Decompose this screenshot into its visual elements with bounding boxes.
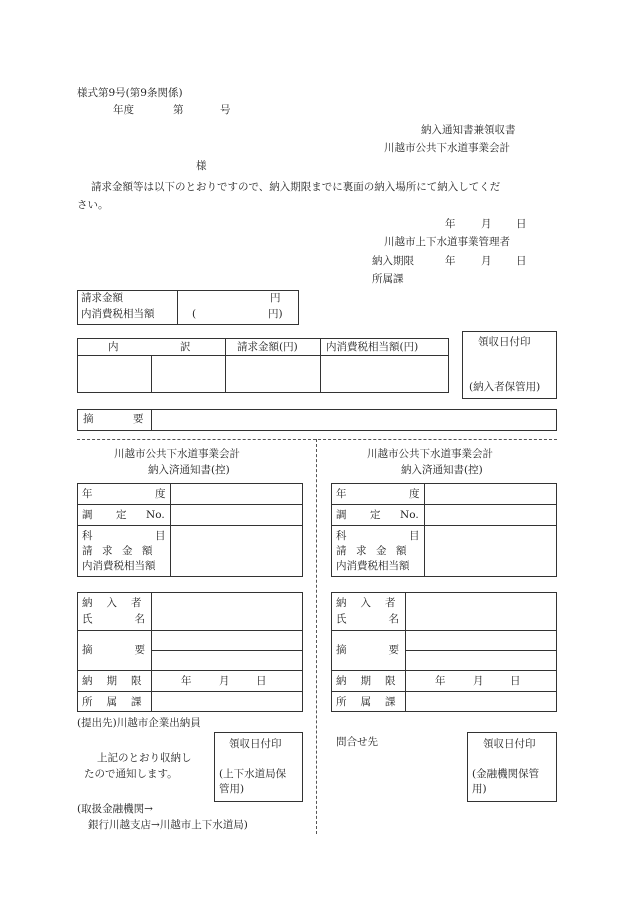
right-shozoku: 所属課 — [336, 696, 410, 708]
left-stub-title2: 納入済通知書(控) — [148, 464, 230, 476]
stamp-note-bureau-1: (上下水道局保 — [219, 768, 287, 780]
left-cho: 調 — [82, 509, 93, 521]
left-nen: 年 — [82, 488, 93, 500]
tear-line-vertical — [316, 439, 317, 834]
stamp-note-bank-1: (金融機関保管 — [472, 768, 540, 780]
notice-text-line2: さい。 — [77, 199, 109, 211]
right-stub-title2: 納入済通知書(控) — [401, 464, 483, 476]
stamp-title-payer: 領収日付印 — [478, 336, 531, 348]
fiscal-year-label: 年度 — [113, 104, 134, 116]
left-no: No. — [146, 509, 165, 521]
left-tei: 定 — [116, 509, 127, 521]
summary-row — [77, 409, 557, 431]
left-billed: 請求金額 — [82, 545, 162, 557]
right-contact: 問合せ先 — [336, 736, 378, 748]
left-tax: 内消費税相当額 — [82, 560, 156, 572]
due-date-day: 日 — [516, 255, 527, 267]
right-tekiyo: 摘要 — [336, 644, 441, 656]
right-cho: 調 — [336, 509, 347, 521]
left-receipt-msg1: 上記のとおり収納し — [97, 752, 192, 764]
tear-line-horizontal — [77, 439, 557, 440]
manager-title: 川越市上下水道事業管理者 — [384, 236, 510, 248]
left-kigen: 納期限 — [82, 675, 156, 687]
left-do: 度 — [155, 488, 166, 500]
document-title: 納入通知書兼領収書 — [421, 124, 516, 136]
left-stub-title1: 川越市公共下水道事業会計 — [114, 448, 240, 460]
left-submit-to: (提出先)川越市企業出納員 — [77, 717, 201, 729]
right-stub-title1: 川越市公共下水道事業会計 — [367, 448, 493, 460]
stamp-title-bank: 領収日付印 — [483, 738, 536, 750]
left-shimei: 氏名 — [82, 613, 187, 625]
breakdown-header-wake: 訳 — [180, 341, 191, 353]
due-date-month: 月 — [481, 255, 492, 267]
due-date-year: 年 — [445, 255, 456, 267]
issue-date-day: 日 — [516, 218, 527, 230]
right-kigen: 納期限 — [336, 675, 410, 687]
breakdown-header-uchi: 内 — [108, 341, 119, 353]
left-tekiyo: 摘要 — [82, 644, 187, 656]
notice-text-line1: 請求金額等は以下のとおりですので、納入期限までに裏面の納入場所にて納入してくだ — [91, 181, 501, 193]
tax-amount-open-paren: ( — [192, 308, 197, 320]
form-number: 様式第9号(第9条関係) — [77, 87, 183, 99]
tax-amount-label: 内消費税相当額 — [81, 308, 155, 320]
stamp-note-bureau-2: 管用) — [219, 783, 245, 795]
right-shimei: 氏名 — [336, 613, 441, 625]
summary-label-2: 要 — [133, 413, 144, 425]
billed-amount-unit: 円 — [270, 292, 281, 304]
left-moku: 目 — [155, 530, 166, 542]
left-receipt-msg2: たので通知します。 — [84, 768, 178, 780]
right-kigen-year: 年 — [435, 675, 446, 687]
left-kigen-month: 月 — [219, 675, 230, 687]
right-do: 度 — [409, 488, 420, 500]
right-ka: 科 — [336, 530, 347, 542]
stamp-note-payer: (納入者保管用) — [469, 381, 541, 393]
billed-amount-label: 請求金額 — [81, 292, 123, 304]
issue-date-year: 年 — [445, 218, 456, 230]
right-kigen-month: 月 — [473, 675, 484, 687]
stamp-title-bureau: 領収日付印 — [229, 738, 282, 750]
right-tax: 内消費税相当額 — [336, 560, 410, 572]
addressee-sama: 様 — [196, 160, 207, 172]
issuer-account: 川越市公共下水道事業会計 — [384, 142, 510, 154]
left-kigen-day: 日 — [256, 675, 267, 687]
go-label: 号 — [220, 104, 231, 116]
right-nonyu: 納入者 — [336, 597, 410, 609]
right-billed: 請求金額 — [336, 545, 416, 557]
breakdown-header-tax: 内消費税相当額(円) — [326, 341, 419, 353]
department-label: 所属課 — [372, 273, 404, 285]
right-tei: 定 — [370, 509, 381, 521]
right-nen: 年 — [336, 488, 347, 500]
left-route-1: (取扱金融機関→ — [77, 803, 153, 815]
left-nonyu: 納入者 — [82, 597, 156, 609]
due-date-label: 納入期限 — [372, 255, 414, 267]
summary-label-1: 摘 — [83, 413, 94, 425]
left-shozoku: 所属課 — [82, 696, 156, 708]
issue-date-month: 月 — [481, 218, 492, 230]
stamp-note-bank-2: 用) — [472, 783, 487, 795]
left-kigen-year: 年 — [181, 675, 192, 687]
right-kigen-day: 日 — [510, 675, 521, 687]
left-route-2: 銀行川越支店→川越市上下水道局) — [88, 819, 248, 831]
right-moku: 目 — [409, 530, 420, 542]
breakdown-header-amount: 請求金額(円) — [237, 341, 298, 353]
dai-label: 第 — [173, 104, 184, 116]
right-no: No. — [400, 509, 419, 521]
tax-amount-unit: 円) — [268, 308, 283, 320]
left-ka: 科 — [82, 530, 93, 542]
